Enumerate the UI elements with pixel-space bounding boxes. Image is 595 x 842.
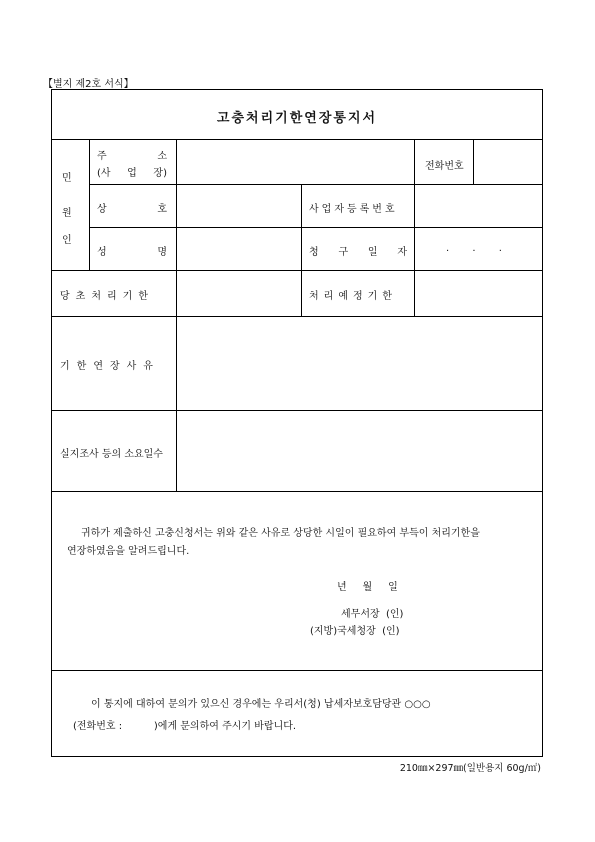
notice-date-line: 년 월 일 — [337, 582, 398, 593]
address-label-part: 소 — [157, 151, 167, 162]
workplace-label-part: 장) — [153, 168, 167, 179]
col-divider — [176, 139, 177, 491]
claim-date-label — [309, 243, 407, 258]
field-investigation-days-label: 실지조사 등의 소요일수 — [60, 449, 163, 460]
workplace-label — [97, 164, 167, 179]
trade-name-label-part: 상 — [97, 204, 107, 215]
claim-date-label-part: 구 — [338, 247, 349, 258]
notice-line-2: 연장하였음을 알려드립니다. — [67, 546, 190, 557]
paper-spec: 210㎜×297㎜(일반용지 60g/㎡) — [399, 763, 541, 774]
col-divider — [89, 139, 90, 270]
claim-date-label-part: 자 — [397, 247, 407, 258]
business-registration-label: 사업자등록번호 — [309, 204, 398, 215]
trade-name-label — [97, 200, 167, 215]
claim-date-value: . . . — [446, 243, 512, 254]
phone-label: 전화번호 — [425, 161, 464, 172]
signer-national-tax-service: (지방)국세청장 (인) — [310, 626, 400, 637]
trade-name-label-part: 호 — [157, 204, 167, 215]
address-label-part: 주 — [97, 151, 107, 162]
row-divider — [51, 270, 543, 271]
applicant-label-char: 인 — [62, 235, 72, 246]
address-label — [97, 147, 167, 162]
applicant-label-char: 원 — [62, 208, 72, 219]
name-label — [97, 243, 167, 258]
col-divider — [414, 184, 415, 316]
contact-line-1: 이 통지에 대하여 문의가 있으신 경우에는 우리서(청) 납세자보호담당관 ○○○ — [91, 699, 431, 710]
row-divider — [51, 670, 543, 671]
col-divider — [414, 139, 415, 184]
form-title: 고충처리기한연장통지서 — [216, 111, 378, 126]
row-divider — [89, 184, 543, 185]
applicant-label-char: 민 — [62, 173, 72, 184]
name-label-part: 명 — [157, 247, 167, 258]
row-divider — [51, 491, 543, 492]
col-divider — [301, 184, 302, 316]
col-divider — [473, 139, 474, 184]
row-divider — [51, 316, 543, 317]
name-label-part: 성 — [97, 247, 107, 258]
original-deadline-label: 당초처리기한 — [60, 291, 154, 302]
signer-tax-office: 세무서장 (인) — [341, 609, 404, 620]
claim-date-label-part: 청 — [309, 247, 319, 258]
extension-reason-label: 기한연장사유 — [60, 361, 160, 372]
row-divider — [51, 410, 543, 411]
contact-line-2: (전화번호 : )에게 문의하여 주시기 바랍니다. — [73, 721, 297, 732]
form-frame — [51, 89, 543, 757]
planned-deadline-label: 처리예정기한 — [309, 291, 397, 302]
form-number-label: 【별지 제2호 서식】 — [43, 79, 134, 90]
workplace-label-part: 업 — [127, 168, 137, 179]
row-divider — [89, 227, 543, 228]
workplace-label-part: (사 — [97, 168, 111, 179]
notice-line-1: 귀하가 제출하신 고충신청서는 위와 같은 사유로 상당한 시일이 필요하여 부득이 처리기한을 — [81, 528, 480, 539]
claim-date-label-part: 일 — [367, 247, 378, 258]
row-divider — [51, 139, 543, 140]
